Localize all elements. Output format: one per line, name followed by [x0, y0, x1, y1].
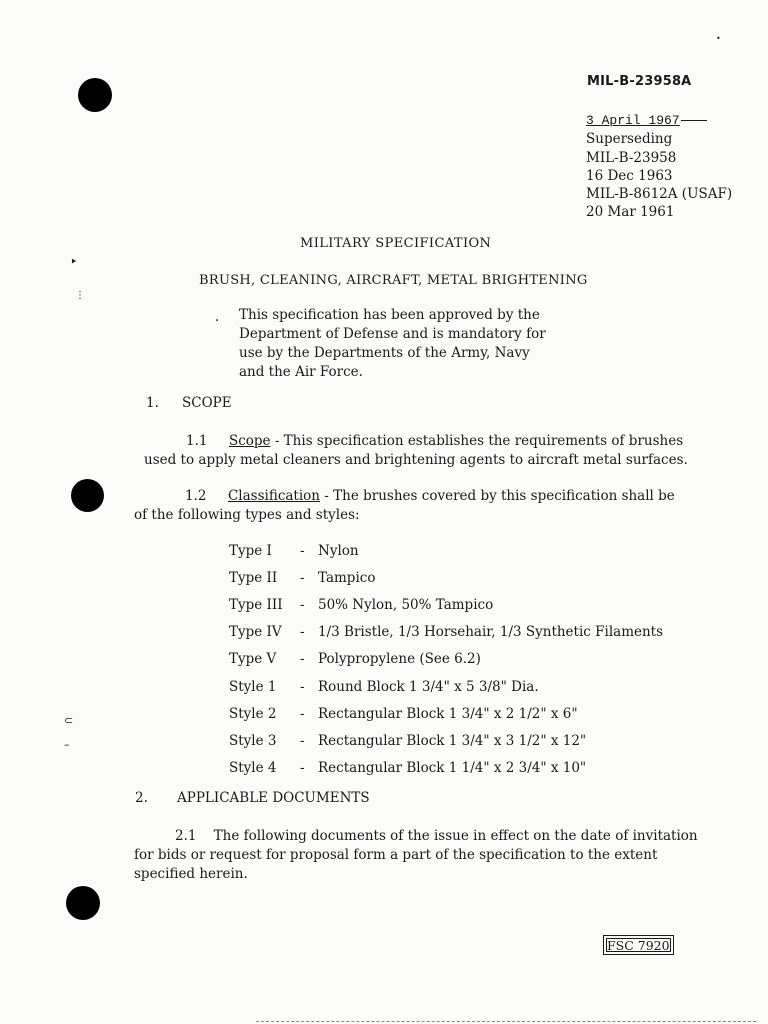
type-style-key: Style 4	[229, 760, 277, 777]
section-title: SCOPE	[182, 395, 232, 411]
date-block	[586, 112, 732, 222]
section-1-heading	[146, 395, 232, 411]
type-style-description: Polypropylene (See 6.2)	[318, 651, 481, 668]
paragraph-text: The following documents of the issue in effect on the date of invitation for bids or request for proposal form a part of the specification to the extent specified herein.	[134, 828, 698, 882]
section-number: 1.	[146, 395, 159, 411]
type-style-row	[229, 700, 663, 727]
paragraph-text: - The brushes covered by this specification shall be of the following types and styles:	[134, 488, 675, 523]
type-style-row	[229, 564, 663, 591]
type-style-row	[229, 727, 663, 754]
type-style-description: Rectangular Block 1 1/4" x 2 3/4" x 10"	[318, 760, 587, 777]
punch-hole-bottom	[66, 886, 100, 920]
type-style-description: Tampico	[318, 569, 376, 586]
dash-separator: -	[300, 651, 305, 668]
approval-line: This specification has been approved by the	[239, 307, 540, 323]
type-style-key: Style 3	[229, 732, 277, 749]
type-style-key: Type I	[229, 542, 272, 559]
type-style-description: Rectangular Block 1 3/4" x 3 1/2" x 12"	[318, 732, 587, 749]
type-style-row	[229, 591, 663, 618]
paragraph-text: - This specification establishes the requirements of brushes used to apply metal cleaners and brightening agents to aircraft metal surfaces.	[144, 433, 688, 468]
dash-separator: -	[300, 732, 305, 749]
bullet-dot: .	[215, 309, 220, 325]
punch-hole-middle	[71, 479, 104, 512]
dash-separator: -	[300, 624, 305, 641]
scan-mark-2: ⋮	[75, 290, 85, 301]
type-style-row	[229, 755, 663, 782]
type-style-key: Type III	[229, 596, 283, 613]
dash-separator: -	[300, 705, 305, 722]
dash-separator: -	[300, 678, 305, 695]
types-styles-list	[229, 537, 663, 782]
scan-mark-1: ‣	[70, 255, 78, 270]
type-style-row	[229, 537, 663, 564]
type-style-row	[229, 673, 663, 700]
type-style-key: Style 1	[229, 678, 277, 695]
approval-statement	[215, 306, 569, 382]
dash-separator: -	[300, 596, 305, 613]
approval-line: use by the Departments of the Army, Navy	[239, 345, 530, 361]
type-style-description: Nylon	[318, 542, 359, 559]
type-style-description: 1/3 Bristle, 1/3 Horsehair, 1/3 Synthetic Filaments	[318, 624, 664, 641]
superseded-doc-2-date: 20 Mar 1961	[586, 204, 675, 221]
section-number: 2.	[135, 790, 148, 806]
paragraph-1-2	[134, 487, 692, 525]
scan-mark-3: ⊂	[64, 714, 74, 727]
page-title: MILITARY SPECIFICATION	[300, 236, 492, 251]
dash-separator: -	[300, 569, 305, 586]
paragraph-heading: Scope	[228, 433, 271, 449]
scan-mark-5: •	[716, 34, 721, 43]
type-style-row	[229, 646, 663, 673]
type-style-key: Type IV	[229, 624, 282, 641]
dash-separator: -	[300, 542, 305, 559]
approval-line: Department of Defense and is mandatory for	[239, 326, 546, 342]
type-style-description: 50% Nylon, 50% Tampico	[318, 596, 494, 613]
dash-separator: -	[300, 760, 305, 777]
type-style-description: Rectangular Block 1 3/4" x 2 1/2" x 6"	[318, 705, 578, 722]
section-title: APPLICABLE DOCUMENTS	[177, 790, 370, 806]
paragraph-number: 1.1	[186, 433, 208, 449]
superseded-doc-2: MIL-B-8612A (USAF)	[586, 186, 733, 203]
type-style-row	[229, 619, 663, 646]
issue-date: 3 April 1967	[586, 112, 732, 130]
document-id: MIL-B-23958A	[587, 74, 692, 89]
type-style-key: Type II	[229, 569, 278, 586]
scan-mark-4: –	[64, 738, 70, 751]
paragraph-2-1	[134, 827, 710, 884]
section-2-heading	[135, 790, 370, 806]
type-style-key: Style 2	[229, 705, 277, 722]
bottom-edge-line	[256, 1021, 756, 1022]
paragraph-number: 2.1	[175, 828, 197, 844]
document-subtitle: BRUSH, CLEANING, AIRCRAFT, METAL BRIGHTENING	[199, 273, 588, 288]
paragraph-heading: Classification	[227, 488, 321, 504]
type-style-key: Type V	[229, 651, 277, 668]
punch-hole-top	[78, 78, 112, 112]
type-style-description: Round Block 1 3/4" x 5 3/8" Dia.	[318, 678, 539, 695]
paragraph-1-1	[144, 432, 696, 470]
superseded-doc-1: MIL-B-23958	[586, 149, 677, 166]
paragraph-number: 1.2	[185, 488, 207, 504]
superseded-doc-1-date: 16 Dec 1963	[586, 167, 673, 184]
fsc-code-box: FSC 7920	[603, 935, 674, 955]
approval-line: and the Air Force.	[239, 364, 363, 380]
superseding-label: Superseding	[586, 131, 673, 148]
